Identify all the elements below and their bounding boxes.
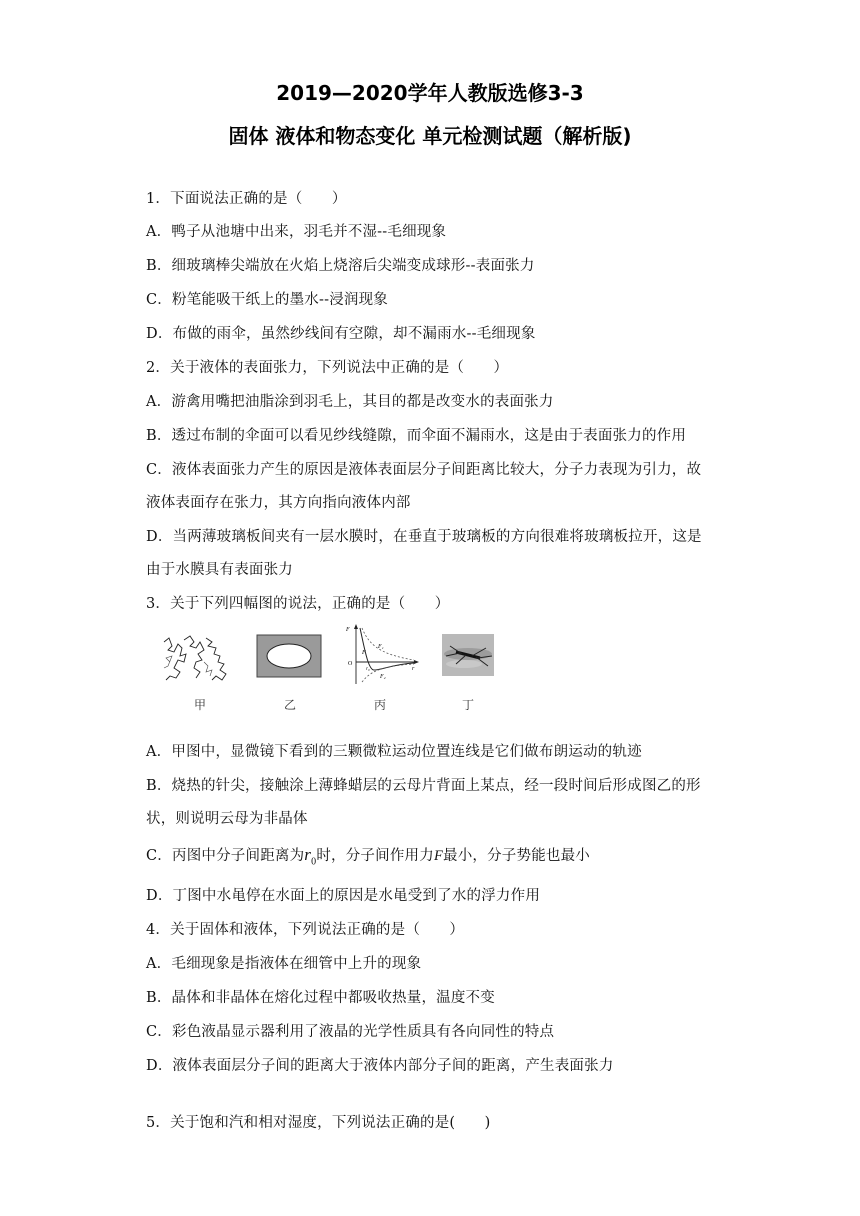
molecular-force-graph [344, 624, 420, 686]
question-2-stem: 2．关于液体的表面张力，下列说法中正确的是（ ） [146, 360, 509, 376]
question-4-stem: 4．关于固体和液体，下列说法正确的是（ ） [146, 922, 465, 938]
document-title-line2: 固体 液体和物态变化 单元检测试题（解析版) [228, 124, 632, 148]
question-3-option-a: A．甲图中，显微镜下看到的三颗微粒运动位置连线是它们做布朗运动的轨迹 [146, 744, 642, 760]
graph-y-label: F [346, 627, 350, 633]
question-3-option-c-mid: 时，分子间作用力 [316, 848, 434, 864]
question-2-option-d-line1: D．当两薄玻璃板间夹有一层水膜时，在垂直于玻璃板的方向很难将玻璃板拉开，这是 [146, 529, 702, 545]
figure-label-yi: 乙 [284, 698, 297, 712]
graph-f2-label: F₂ [380, 674, 386, 680]
document-title-line1: 2019—2020学年人教版选修3-3 [276, 81, 584, 105]
question-3-figures [160, 624, 500, 712]
figure-label-bing: 丙 [374, 698, 387, 712]
question-1-option-b: B．细玻璃棒尖端放在火焰上烧溶后尖端变成球形--表面张力 [146, 258, 535, 274]
question-1-option-d: D．布做的雨伞，虽然纱线间有空隙，却不漏雨水--毛细现象 [146, 326, 536, 342]
question-3-option-c [146, 844, 590, 867]
question-3-option-c-pre: C．丙图中分子间距离为 [146, 848, 305, 864]
figure-label-jia: 甲 [194, 698, 207, 712]
graph-origin-label: O [348, 661, 353, 667]
graph-f1-label: F₁ [378, 644, 384, 650]
water-strider-photo [442, 634, 494, 676]
force-symbol: F [433, 848, 443, 864]
question-1-option-c: C．粉笔能吸干纸上的墨水--浸润现象 [146, 292, 388, 308]
question-4-option-b: B．晶体和非晶体在熔化过程中都吸收热量，温度不变 [146, 990, 495, 1006]
question-1-stem: 1．下面说法正确的是（ ） [146, 191, 347, 207]
graph-f-label: F [362, 650, 366, 656]
question-2-option-d-line2: 由于水膜具有表面张力 [146, 562, 293, 578]
question-3-option-b-line1: B．烧热的针尖，接触涂上薄蜂蜡层的云母片背面上某点，经一段时间后形成图乙的形 [146, 778, 701, 794]
r0-symbol [304, 845, 317, 868]
question-3-option-b-line2: 状，则说明云母为非晶体 [146, 811, 308, 827]
question-3-option-c-post: 最小，分子势能也最小 [443, 848, 590, 864]
question-4-option-a: A．毛细现象是指液体在细管中上升的现象 [146, 956, 422, 972]
question-2-option-c-line2: 液体表面存在张力，其方向指向液体内部 [146, 495, 411, 511]
r0-symbol-r: r [304, 845, 312, 864]
brownian-motion-figure [160, 632, 232, 684]
figure-label-ding: 丁 [462, 698, 475, 712]
question-3-stem: 3．关于下列四幅图的说法，正确的是（ ） [146, 596, 450, 612]
question-3-option-d: D．丁图中水黾停在水面上的原因是水黾受到了水的浮力作用 [146, 888, 541, 904]
r0-symbol-subscript: 0 [311, 856, 317, 868]
question-5-stem: 5．关于饱和汽和相对湿度，下列说法正确的是( ) [146, 1115, 491, 1131]
mica-ellipse-figure [256, 634, 322, 678]
question-2-option-c-line1: C．液体表面张力产生的原因是液体表面层分子间距离比较大，分子力表现为引力，故 [146, 462, 702, 478]
graph-x-label: r [412, 666, 415, 672]
question-2-option-b: B．透过布制的伞面可以看见纱线缝隙，而伞面不漏雨水，这是由于表面张力的作用 [146, 428, 687, 444]
question-2-option-a: A．游禽用嘴把油脂涂到羽毛上，其目的都是改变水的表面张力 [146, 394, 554, 410]
question-1-option-a: A．鸭子从池塘中出来，羽毛并不湿--毛细现象 [146, 224, 447, 240]
graph-r0-label: r₀ [366, 667, 370, 672]
question-4-option-c: C．彩色液晶显示器利用了液晶的光学性质具有各向同性的特点 [146, 1024, 555, 1040]
question-4-option-d: D．液体表面层分子间的距离大于液体内部分子间的距离，产生表面张力 [146, 1058, 614, 1074]
